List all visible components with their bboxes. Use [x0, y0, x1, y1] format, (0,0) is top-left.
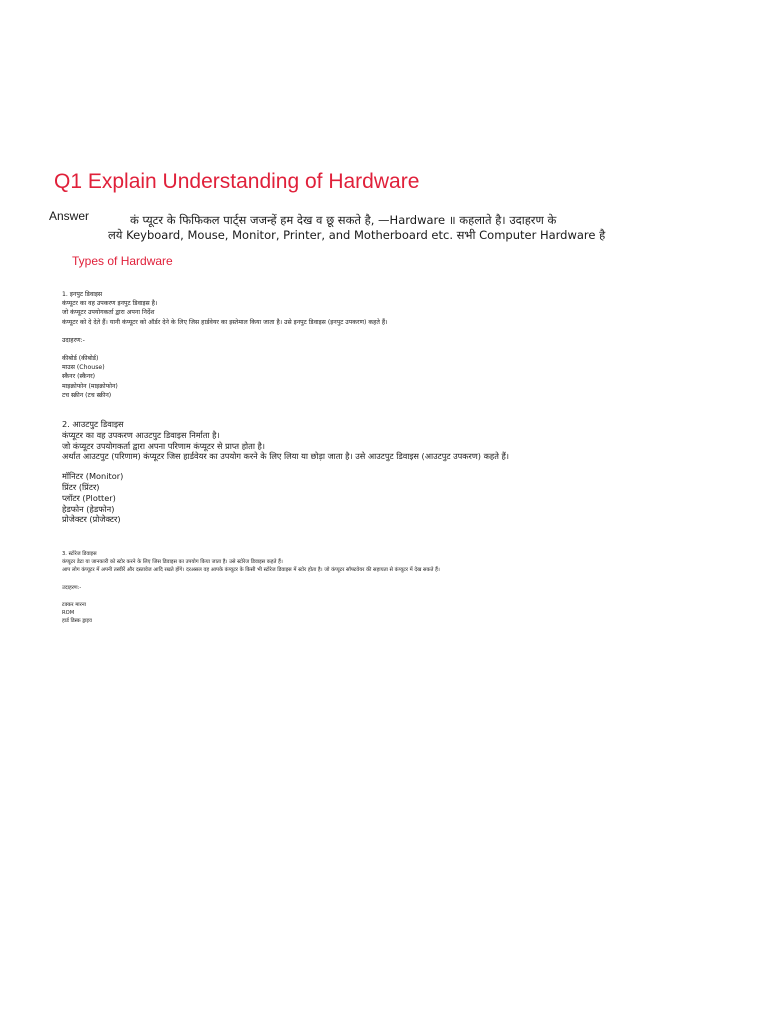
answer-line-1: कं प्यूटर के फिफिकल पार्ट्स जजन्हें हम देख व छू सकते है, —Hardware ॥ कहलाते है। उदाहरण के	[130, 213, 557, 227]
output-devices-section	[62, 419, 509, 525]
example-item: प्लॉटर (Plotter)	[62, 492, 116, 503]
question-title: Q1 Explain Understanding of Hardware	[54, 170, 420, 193]
answer-line-2: लये Keyboard, Mouse, Monitor, Printer, and Motherboard etc. सभी Computer Hardware है	[108, 228, 606, 242]
example-item: माइक्रोफोन (माइक्रोफोन)	[62, 382, 118, 390]
example-item: टच स्क्रीन (टच स्क्रीन)	[62, 391, 112, 399]
storage-devices-section	[62, 550, 440, 625]
example-item: ROM	[62, 610, 75, 617]
answer-label: Answer	[49, 209, 90, 223]
paragraph-line: कंप्यूटर का वह उपकरण आउटपुट डिवाइस निर्माता है।	[62, 429, 220, 440]
paragraph-line: कंप्यूटर का वह उपकरण इनपुट डिवाइस है।	[62, 300, 158, 308]
examples-label: उदाहरण:-	[62, 336, 85, 344]
example-item: प्रोजेक्टर (प्रोजेक्टर)	[62, 514, 121, 525]
paragraph-line: जो कंप्यूटर उपयोगकर्ता द्वारा अपना परिणाम कंप्यूटर से प्राप्त होता है।	[62, 440, 265, 451]
section-heading: 3. स्टोरेज डिवाइस	[62, 551, 97, 557]
example-item: हार्ड डिस्क ड्राइव	[62, 618, 92, 625]
input-devices-section	[62, 290, 388, 400]
paragraph-line: अर्थात आउटपुट (परिणाम) कंप्यूटर जिस हार्डवेयर का उपयोग करने के लिए लिया या छोड़ा जाता है। उसे आउटपुट डिवाइस (आउटपुट उपकरण) कहते हैं।	[62, 451, 509, 462]
example-item: मॉनिटर (Monitor)	[62, 471, 124, 482]
paragraph-line: आप लोग कंप्यूटर में अपनी तस्वीरें और दस्तावेज आदि रखते होंगे। दरअसल वह आपके कंप्यूटर के किसी भी स्टोरेज डिवाइस में स्टोर होता है। जो कंप्यूटर सॉफ्टवेयर की सहायता से कंप्यूटर में देख सकते हैं।	[62, 567, 440, 574]
example-item: स्कैनर (स्कैनर)	[62, 373, 96, 381]
example-item: कीबोर्ड (कीबोर्ड)	[62, 355, 99, 363]
paragraph-line: जो कंप्यूटर उपयोगकर्ता द्वारा अपना निर्देश	[62, 309, 155, 317]
paragraph-line: कंप्यूटर डेटा या जानकारी को स्टोर करने के लिए जिस डिवाइस का उपयोग किया जाता है। उसे स्टोरेज डिवाइस कहते हैं।	[62, 559, 283, 566]
types-heading: Types of Hardware	[72, 254, 173, 268]
section-heading: 2. आउटपुट डिवाइस	[62, 419, 124, 429]
examples-label: उदाहरण:-	[62, 584, 82, 591]
section-heading: 1. इनपुट डिवाइस	[62, 291, 103, 298]
paragraph-line: कंप्यूटर को दे देते हैं। यानी कंप्यूटर को ऑर्डर देने के लिए जिस हार्डवेयर का इस्तेमाल किया जाता है। उसे इनपुट डिवाइस (इनपुट उपकरण) कहते हैं।	[62, 318, 388, 326]
example-item: टक्कर मारना	[62, 601, 86, 608]
example-item: हेडफोन (हेडफोन)	[62, 503, 115, 514]
example-item: प्रिंटर (प्रिंटर)	[62, 481, 100, 492]
example-item: माउस (Chouse)	[62, 364, 105, 372]
